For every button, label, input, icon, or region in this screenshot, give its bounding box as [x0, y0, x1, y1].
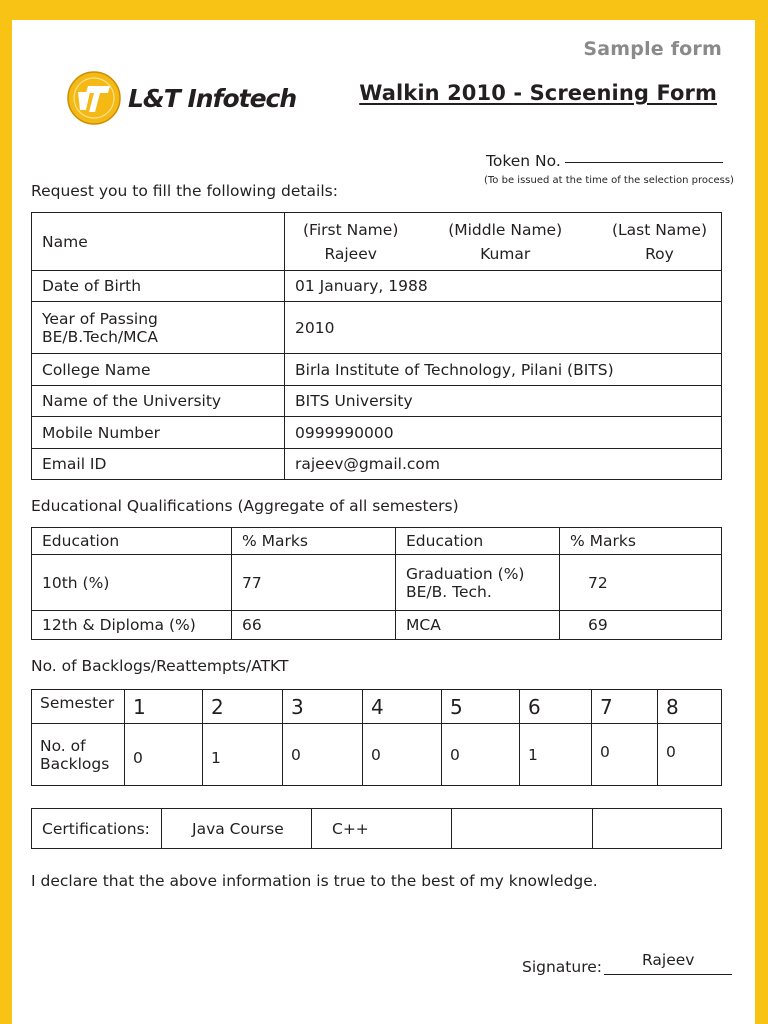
table-row	[32, 449, 722, 480]
year-of-passing-label	[32, 302, 285, 354]
table-row	[32, 302, 722, 354]
table-row	[32, 417, 722, 449]
backlog-sem-6[interactable]: 1	[520, 724, 592, 786]
table-row	[32, 809, 722, 849]
middle-name-value: Kumar	[480, 244, 531, 263]
education-header: Education	[32, 528, 232, 555]
backlog-sem-7[interactable]: 0	[592, 724, 658, 786]
backlog-sem-2[interactable]: 1	[203, 724, 283, 786]
twelfth-marks[interactable]: 66	[232, 611, 396, 640]
token-line	[565, 162, 723, 163]
brand-name: L&T Infotech	[128, 84, 297, 113]
table-row	[32, 724, 722, 786]
backlog-sem-3[interactable]: 0	[283, 724, 363, 786]
backlogs-table	[31, 689, 722, 786]
semester-5: 5	[442, 690, 520, 724]
tenth-marks[interactable]: 77	[232, 555, 396, 611]
year-of-passing-label-line1: Year of Passing	[42, 309, 158, 328]
mca-label: MCA	[396, 611, 560, 640]
dob-value[interactable]: 01 January, 1988	[285, 271, 722, 302]
education-section-title: Educational Qualifications (Aggregate of all semesters)	[31, 497, 459, 515]
form-title: Walkin 2010 - Screening Form	[359, 81, 717, 105]
certification-4[interactable]	[593, 809, 722, 849]
middle-name-group	[448, 218, 562, 266]
last-name-value: Roy	[645, 244, 674, 263]
name-cell[interactable]	[285, 213, 722, 271]
year-of-passing-label-line2: BE/B.Tech/MCA	[42, 327, 158, 346]
sample-form-label: Sample form	[583, 38, 722, 60]
graduation-label-line2: BE/B. Tech.	[406, 582, 492, 601]
table-row	[32, 555, 722, 611]
name-label: Name	[32, 213, 285, 271]
tenth-label: 10th (%)	[32, 555, 232, 611]
backlog-sem-4[interactable]: 0	[363, 724, 442, 786]
personal-details-table	[31, 212, 722, 480]
email-value[interactable]: rajeev@gmail.com	[285, 449, 722, 480]
mobile-label: Mobile Number	[32, 417, 285, 449]
semester-8: 8	[658, 690, 722, 724]
backlogs-label	[32, 724, 125, 786]
semester-4: 4	[363, 690, 442, 724]
education-table	[31, 527, 722, 640]
graduation-label-line1: Graduation (%)	[406, 564, 525, 583]
university-value[interactable]: BITS University	[285, 386, 722, 417]
graduation-label	[396, 555, 560, 611]
education-header: Education	[396, 528, 560, 555]
table-row	[32, 213, 722, 271]
dob-label: Date of Birth	[32, 271, 285, 302]
marks-header: % Marks	[560, 528, 722, 555]
signature-line	[604, 951, 732, 975]
semester-label: Semester	[32, 690, 125, 724]
token-note: (To be issued at the time of the selection process)	[484, 175, 734, 186]
table-row	[32, 271, 722, 302]
signature-label: Signature:	[522, 958, 602, 976]
college-name-label: College Name	[32, 354, 285, 386]
token-field[interactable]	[486, 152, 723, 170]
token-label: Token No.	[486, 152, 561, 170]
last-name-label: (Last Name)	[611, 220, 707, 239]
semester-6: 6	[520, 690, 592, 724]
certification-3[interactable]	[452, 809, 593, 849]
declaration-text: I declare that the above information is true to the best of my knowledge.	[31, 872, 598, 890]
backlogs-label-line1: No. of	[40, 736, 86, 755]
backlog-sem-5[interactable]: 0	[442, 724, 520, 786]
college-name-value[interactable]: Birla Institute of Technology, Pilani (BITS)	[285, 354, 722, 386]
table-row	[32, 354, 722, 386]
graduation-marks[interactable]: 72	[560, 555, 722, 611]
certification-2[interactable]: C++	[312, 809, 452, 849]
mca-marks[interactable]: 69	[560, 611, 722, 640]
twelfth-label: 12th & Diploma (%)	[32, 611, 232, 640]
signature-value: Rajeev	[642, 951, 695, 969]
table-row	[32, 528, 722, 555]
last-name-group	[612, 218, 707, 266]
email-label: Email ID	[32, 449, 285, 480]
backlogs-section-title: No. of Backlogs/Reattempts/ATKT	[31, 657, 289, 675]
form-page	[12, 20, 755, 1024]
backlog-sem-8[interactable]: 0	[658, 724, 722, 786]
intro-text: Request you to fill the following details:	[31, 182, 338, 200]
university-label: Name of the University	[32, 386, 285, 417]
first-name-group	[303, 218, 398, 266]
semester-1: 1	[125, 690, 203, 724]
middle-name-label: (Middle Name)	[448, 220, 563, 239]
certifications-table	[31, 808, 722, 849]
year-of-passing-value[interactable]: 2010	[285, 302, 722, 354]
backlogs-label-line2: Backlogs	[40, 754, 110, 773]
table-row	[32, 611, 722, 640]
certifications-label: Certifications:	[32, 809, 162, 849]
table-row	[32, 386, 722, 417]
backlog-sem-1[interactable]: 0	[125, 724, 203, 786]
semester-2: 2	[203, 690, 283, 724]
marks-header: % Marks	[232, 528, 396, 555]
first-name-value: Rajeev	[324, 244, 377, 263]
first-name-label: (First Name)	[303, 220, 399, 239]
table-row	[32, 690, 722, 724]
signature-field[interactable]	[522, 951, 732, 976]
semester-3: 3	[283, 690, 363, 724]
semester-7: 7	[592, 690, 658, 724]
certification-1[interactable]: Java Course	[162, 809, 312, 849]
mobile-value[interactable]: 0999990000	[285, 417, 722, 449]
